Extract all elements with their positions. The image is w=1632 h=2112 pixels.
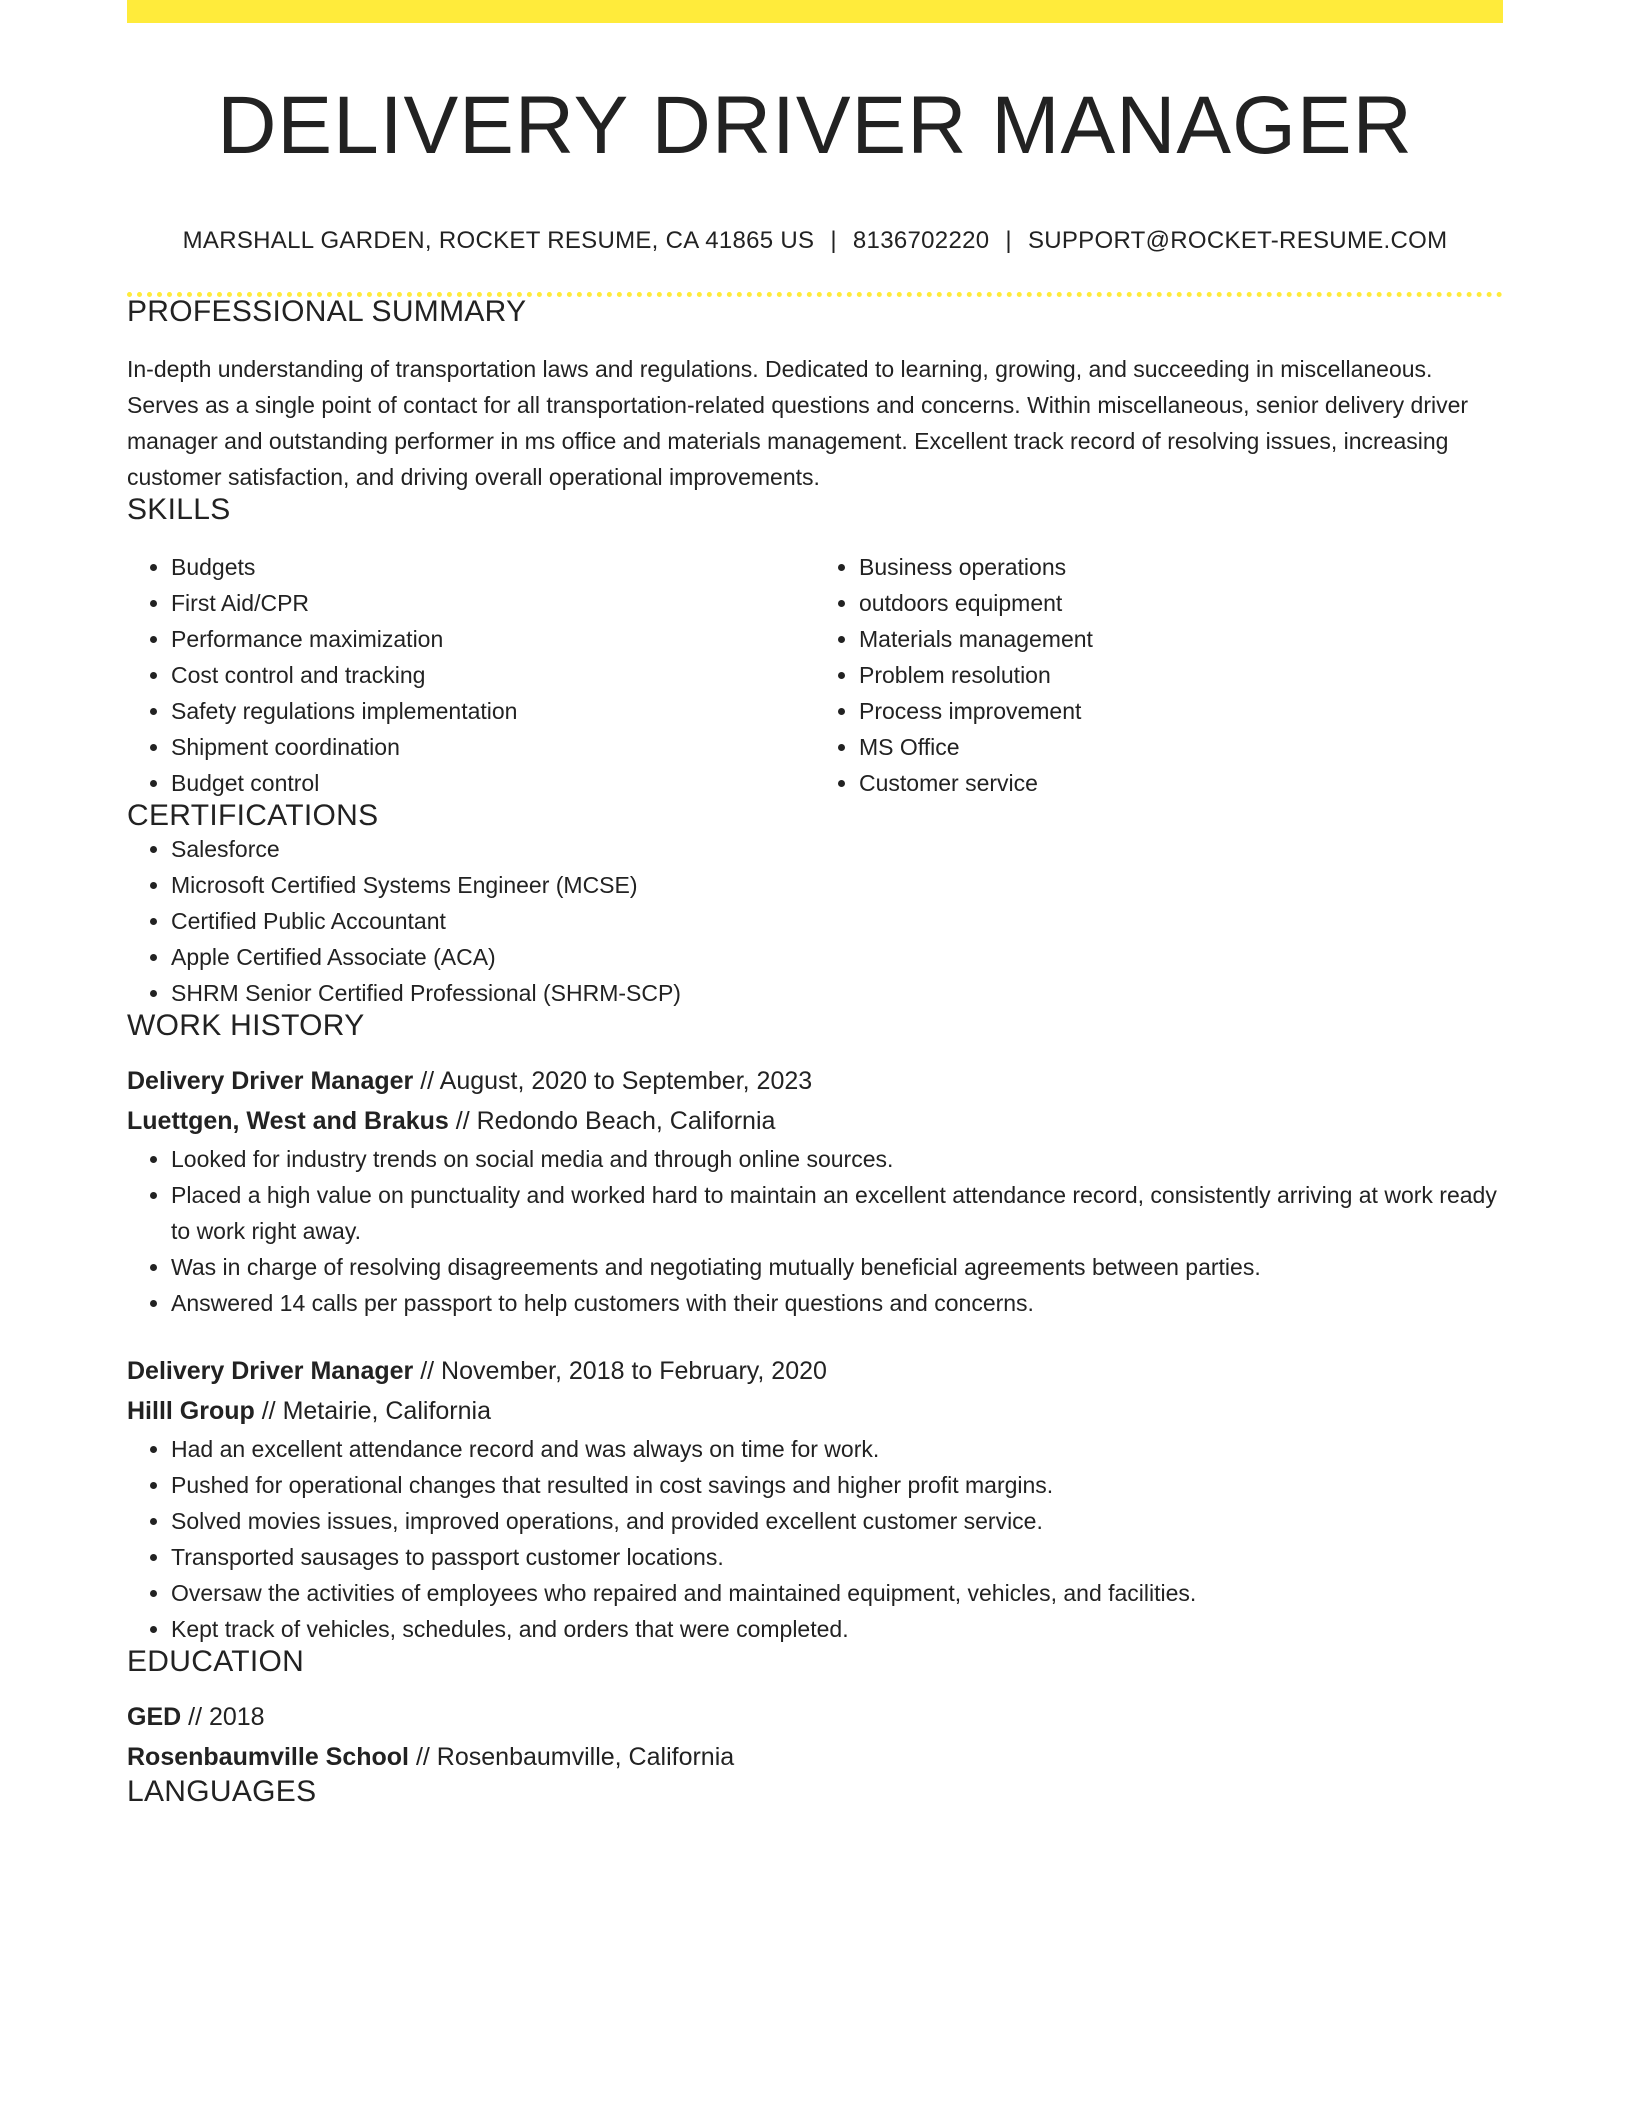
job-location: // Redondo Beach, California — [448, 1107, 776, 1135]
skill-item: • Performance maximization — [171, 621, 815, 657]
job-duty: • Oversaw the activities of employees who repaired and maintained equipment, vehicles, and facilities. — [171, 1575, 1503, 1611]
job-company: Luettgen, West and Brakus — [127, 1107, 449, 1135]
job-duty: • Kept track of vehicles, schedules, and orders that were completed. — [171, 1611, 1503, 1647]
job-company-line — [127, 1391, 1503, 1431]
skill-item: • Business operations — [859, 549, 1503, 585]
job-duty: • Placed a high value on punctuality and worked hard to maintain an excellent attendance record, consistently arriving at work ready to work right away. — [171, 1177, 1503, 1249]
work-history-heading: WORK HISTORY — [127, 1009, 365, 1042]
skill-item: • Process improvement — [859, 693, 1503, 729]
skills-heading: SKILLS — [127, 493, 231, 526]
certification-item: • Certified Public Accountant — [171, 903, 1503, 939]
job-duty: • Had an excellent attendance record and was always on time for work. — [171, 1431, 1503, 1467]
job-duty: • Answered 14 calls per passport to help customers with their questions and concerns. — [171, 1285, 1503, 1321]
certification-item: • Microsoft Certified Systems Engineer (MCSE) — [171, 867, 1503, 903]
resume-name: DELIVERY DRIVER MANAGER — [217, 80, 1413, 171]
job-role: Delivery Driver Manager — [127, 1357, 414, 1385]
contact-phone: 8136702220 — [852, 227, 990, 254]
skill-item: • MS Office — [859, 729, 1503, 765]
job-company: Hilll Group — [127, 1397, 255, 1425]
certification-item: • Salesforce — [171, 831, 1503, 867]
resume-page — [127, 0, 1503, 1807]
education-school: Rosenbaumville School — [127, 1743, 410, 1771]
certification-item: • SHRM Senior Certified Professional (SHRM-SCP) — [171, 975, 1503, 1011]
education-school-line — [127, 1737, 1503, 1777]
skill-item: • First Aid/CPR — [171, 585, 815, 621]
certification-item: • Apple Certified Associate (ACA) — [171, 939, 1503, 975]
skills-list-right — [815, 549, 1503, 801]
skills-list-left — [127, 549, 815, 801]
contact-address: MARSHALL GARDEN, ROCKET RESUME, CA 41865 US — [182, 227, 815, 254]
summary-heading: PROFESSIONAL SUMMARY — [127, 295, 527, 328]
job-duty: • Transported sausages to passport customer locations. — [171, 1539, 1503, 1575]
skill-item: • Shipment coordination — [171, 729, 815, 765]
job-dates: // August, 2020 to September, 2023 — [413, 1067, 813, 1095]
skill-item: • Cost control and tracking — [171, 657, 815, 693]
job-role-line — [127, 1061, 1503, 1101]
certifications-heading: CERTIFICATIONS — [127, 799, 379, 832]
skill-item: • Budgets — [171, 549, 815, 585]
skill-item: • outdoors equipment — [859, 585, 1503, 621]
skills-column-left — [127, 549, 815, 801]
skills-grid — [127, 549, 1503, 801]
contact-separator: | — [830, 227, 837, 254]
job-duties-list — [127, 1431, 1503, 1647]
contact-separator: | — [1005, 227, 1012, 254]
certifications-list — [127, 831, 1503, 1011]
education-year: // 2018 — [181, 1703, 265, 1731]
skill-item: • Problem resolution — [859, 657, 1503, 693]
skill-item: • Budget control — [171, 765, 815, 801]
education-location: // Rosenbaumville, California — [409, 1743, 735, 1771]
job-role: Delivery Driver Manager — [127, 1067, 414, 1095]
education-heading: EDUCATION — [127, 1645, 305, 1678]
languages-heading: LANGUAGES — [127, 1775, 317, 1808]
summary-text: In-depth understanding of transportation laws and regulations. Dedicated to learning, growing, and succeeding in miscellaneous. Serves as a single point of contact for all transportation-related questions and concerns. Within miscellaneous, senior delivery driver manager and outstanding performer in ms office and materials management. Excellent track record of resolving issues, increasing customer satisfaction, and driving overall operational improvements. — [127, 356, 1469, 490]
job-duty: • Looked for industry trends on social media and through online sources. — [171, 1141, 1503, 1177]
education-entry — [127, 1697, 1503, 1777]
contact-email: SUPPORT@ROCKET-RESUME.COM — [1027, 227, 1448, 254]
skill-item: • Safety regulations implementation — [171, 693, 815, 729]
job-location: // Metairie, California — [254, 1397, 491, 1425]
top-accent-bar — [127, 0, 1503, 23]
job-duty: • Was in charge of resolving disagreements and negotiating mutually beneficial agreements between parties. — [171, 1249, 1503, 1285]
job-role-line — [127, 1351, 1503, 1391]
skills-column-right — [815, 549, 1503, 801]
job-dates: // November, 2018 to February, 2020 — [413, 1357, 827, 1385]
job-entry — [127, 1351, 1503, 1647]
education-degree: GED — [127, 1703, 182, 1731]
job-duty: • Pushed for operational changes that resulted in cost savings and higher profit margins. — [171, 1467, 1503, 1503]
job-company-line — [127, 1101, 1503, 1141]
job-duty: • Solved movies issues, improved operations, and provided excellent customer service. — [171, 1503, 1503, 1539]
education-degree-line — [127, 1697, 1503, 1737]
job-entry — [127, 1061, 1503, 1321]
contact-line — [127, 229, 1503, 253]
job-duties-list — [127, 1141, 1503, 1321]
skill-item: • Materials management — [859, 621, 1503, 657]
skill-item: • Customer service — [859, 765, 1503, 801]
